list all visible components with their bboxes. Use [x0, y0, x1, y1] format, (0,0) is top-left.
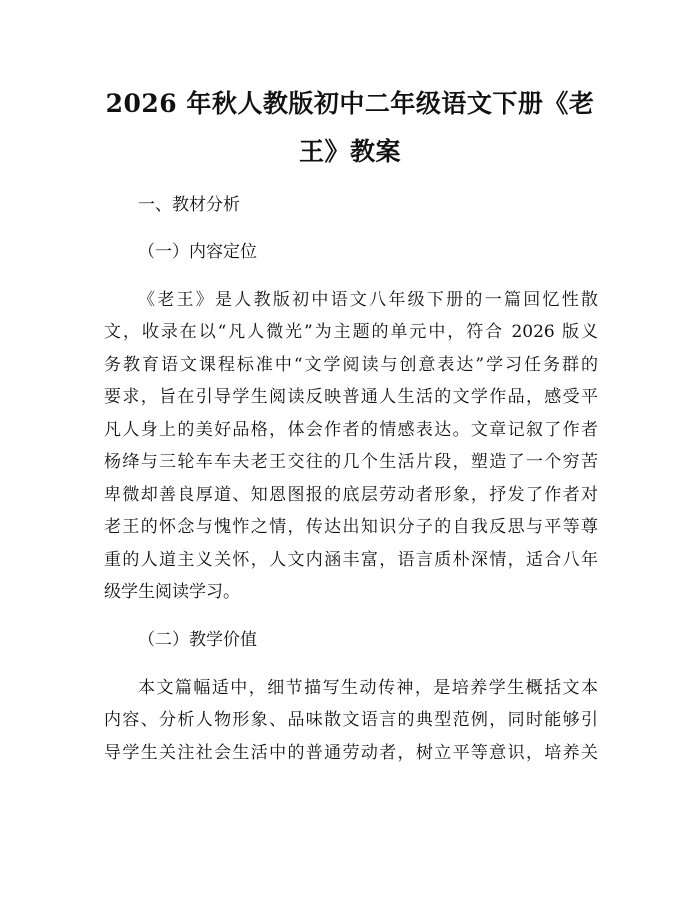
paragraph-line: 要求，旨在引导学生阅读反映普通人生活的文学作品，感受平: [104, 387, 598, 407]
paragraph-line: 导学生关注社会生活中的普通劳动者，树立平等意识，培养关: [104, 743, 598, 763]
section-heading-teaching-material-analysis: 一、教材分析: [138, 195, 240, 215]
paragraph-line: 卑微却善良厚道、知恩图报的底层劳动者形象，抒发了作者对: [104, 485, 598, 505]
paragraph-line: 务教育语文课程标准中“文学阅读与创意表达”学习任务群的: [104, 355, 598, 375]
paragraph-line: 老王的怀念与愧怍之情，传达出知识分子的自我反思与平等尊: [104, 517, 598, 537]
paragraph-line: 凡人身上的美好品格，体会作者的情感表达。文章记叙了作者: [104, 420, 598, 440]
document-title-line-1: 2026 年秋人教版初中二年级语文下册《老: [105, 89, 595, 118]
document-title-line-2: 王》教案: [298, 137, 401, 166]
paragraph-line: 杨绛与三轮车车夫老王交往的几个生活片段，塑造了一个穷苦: [104, 452, 598, 472]
paragraph-line: 内容、分析人物形象、品味散文语言的典型范例，同时能够引: [104, 710, 598, 730]
paragraph-line: 文，收录在以“凡人微光”为主题的单元中，符合 2026 版义: [104, 322, 598, 342]
paragraph-line: 重的人道主义关怀，人文内涵丰富，语言质朴深情，适合八年: [104, 550, 598, 570]
subsection-heading-teaching-value: （二）教学价值: [138, 630, 257, 650]
paragraph-line: 级学生阅读学习。: [104, 582, 240, 602]
paragraph-line: 本文篇幅适中，细节描写生动传神，是培养学生概括文本: [138, 678, 598, 698]
subsection-heading-content-positioning: （一）内容定位: [138, 242, 257, 262]
paragraph-line: 《老王》是人教版初中语文八年级下册的一篇回忆性散: [138, 290, 598, 310]
